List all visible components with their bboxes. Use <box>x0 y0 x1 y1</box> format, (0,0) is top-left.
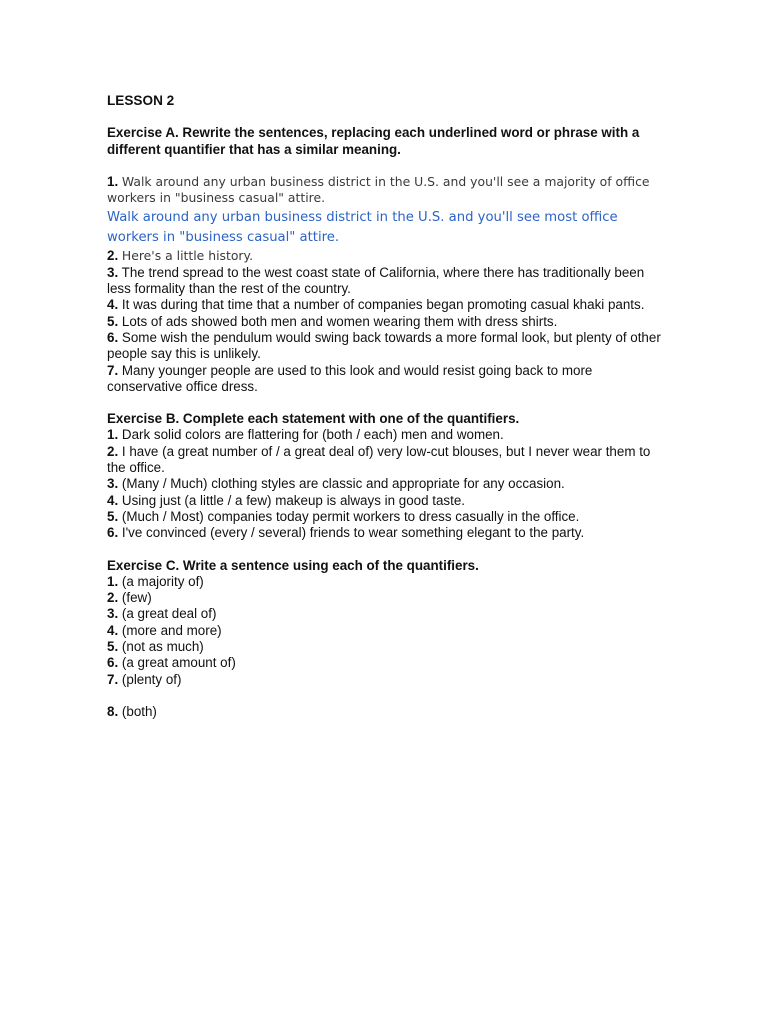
item-number: 8. <box>107 703 119 719</box>
exercise-c-item <box>107 590 663 606</box>
item-text: (both) <box>121 703 157 719</box>
item-text: (a majority of) <box>121 573 204 589</box>
exercise-b-item <box>107 525 663 541</box>
exercise-c-item <box>107 672 663 688</box>
exercise-a-item <box>107 248 663 264</box>
exercise-a-item <box>107 330 663 363</box>
item-number: 5. <box>107 508 119 524</box>
document-content <box>107 93 663 720</box>
item-text: It was during that time that a number of companies began promoting casual khaki pants. <box>121 297 645 313</box>
item-text: (Many / Much) clothing styles are classic and appropriate for any occasion. <box>121 476 565 492</box>
exercise-a-heading: Exercise A. Rewrite the sentences, replacing each underlined word or phrase with a different quantifier that has a similar meaning. <box>107 125 640 157</box>
exercise-c-item <box>107 639 663 655</box>
item-number: 7. <box>107 362 119 378</box>
item-number: 5. <box>107 639 119 655</box>
item-text: (few) <box>121 590 152 606</box>
item-number: 6. <box>107 525 119 541</box>
item-number: 1. <box>107 573 119 589</box>
item-number: 2. <box>107 443 119 459</box>
item-text: (a great amount of) <box>121 655 236 671</box>
item-number: 4. <box>107 622 119 638</box>
item-text: (Much / Most) companies today permit workers to dress casually in the office. <box>121 508 580 524</box>
item-text: Here's a little history. <box>121 248 254 264</box>
exercise-b-item <box>107 493 663 509</box>
exercise-c-item <box>107 655 663 671</box>
item-text: I've convinced (every / several) friends to wear something elegant to the party. <box>121 525 585 541</box>
exercise-b-item <box>107 476 663 492</box>
item-text: Some wish the pendulum would swing back towards a more formal look, but plenty of other people say this is unlikely. <box>107 329 661 362</box>
exercise-b-item <box>107 444 663 477</box>
item-text: (plenty of) <box>121 671 182 687</box>
exercise-a-item <box>107 363 663 396</box>
lesson-title: LESSON 2 <box>107 93 175 108</box>
exercise-c-item <box>107 623 663 639</box>
exercise-b-heading: Exercise B. Complete each statement with one of the quantifiers. <box>107 411 520 427</box>
item-number: 1. <box>107 427 119 443</box>
item-text: (a great deal of) <box>121 606 217 622</box>
item-text: The trend spread to the west coast state of California, where there has traditionally been less formality than the rest of the country. <box>107 264 645 297</box>
exercise-a-item <box>107 314 663 330</box>
exercise-b-item <box>107 427 663 443</box>
item-number: 4. <box>107 297 119 313</box>
item-number: 7. <box>107 671 119 687</box>
item-text: Using just (a little / a few) makeup is always in good taste. <box>121 492 466 508</box>
item-text: Dark solid colors are flattering for (both / each) men and women. <box>121 427 504 443</box>
item-number: 2. <box>107 590 119 606</box>
item-number: 3. <box>107 476 119 492</box>
item-text: Walk around any urban business district in the U.S. and you'll see a majority of office workers in "business casual" attire. <box>107 173 650 206</box>
item-text: Many younger people are used to this look and would resist going back to more conservative office dress. <box>107 362 593 394</box>
exercise-c-heading: Exercise C. Write a sentence using each of the quantifiers. <box>107 557 479 573</box>
item-text: I have (a great number of / a great deal of) very low-cut blouses, but I never wear them to the office. <box>107 443 651 476</box>
item-text: Lots of ads showed both men and women wearing them with dress shirts. <box>121 313 558 329</box>
item-number: 6. <box>107 329 119 345</box>
exercise-c-item <box>107 606 663 622</box>
item-number: 1. <box>107 173 119 189</box>
item-text: (not as much) <box>121 639 204 655</box>
exercise-c-item <box>107 574 663 590</box>
exercise-a-item <box>107 297 663 313</box>
exercise-c-item <box>107 704 663 720</box>
exercise-a-answer: Walk around any urban business district in the U.S. and you'll see most office workers in "business casual" attire. <box>107 210 618 246</box>
exercise-b-item <box>107 509 663 525</box>
item-text: (more and more) <box>121 622 222 638</box>
item-number: 3. <box>107 606 119 622</box>
item-number: 3. <box>107 264 119 280</box>
item-number: 6. <box>107 655 119 671</box>
item-number: 2. <box>107 248 119 264</box>
item-number: 5. <box>107 313 119 329</box>
exercise-a-item <box>107 174 663 207</box>
exercise-a-item <box>107 265 663 298</box>
item-number: 4. <box>107 492 119 508</box>
